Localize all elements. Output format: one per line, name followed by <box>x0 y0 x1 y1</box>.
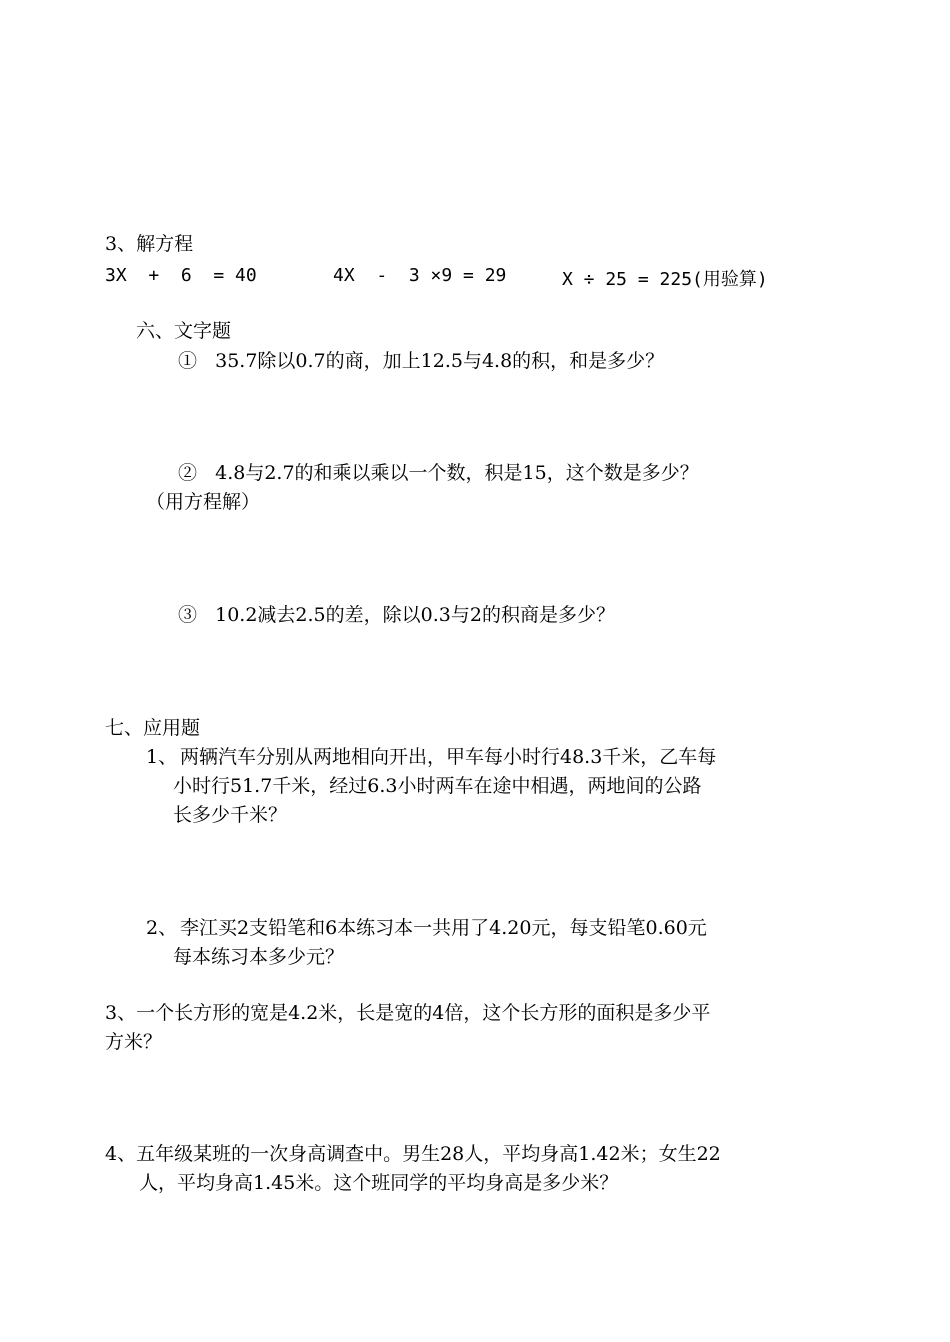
problem-2-line1: 李江买2支铅笔和6本练习本一共用了4.20元，每支铅笔0.60元 <box>180 917 707 939</box>
problem-2-number: 2、 <box>146 917 178 939</box>
equation-1: 3X + 6 = 40 <box>105 265 257 286</box>
problem-4-line1: 4、五年级某班的一次身高调查中。男生28人，平均身高1.42米；女生22 <box>105 1143 721 1165</box>
problem-3-line1: 3、一个长方形的宽是4.2米，长是宽的4倍，这个长方形的面积是多少平 <box>105 1002 711 1024</box>
problem-1-line2: 小时行51.7千米，经过6.3小时两车在途中相遇，两地间的公路 <box>173 775 702 797</box>
equation-3: X ÷ 25 = 225(用验算) <box>562 269 768 290</box>
word-question-2-line1: ② 4.8与2.7的和乘以乘以一个数，积是15，这个数是多少？ <box>178 462 699 484</box>
section3-title: 3、解方程 <box>105 233 194 255</box>
problem-4-line2: 人，平均身高1.45米。这个班同学的平均身高是多少米？ <box>139 1172 619 1194</box>
problem-1-line1: 两辆汽车分别从两地相向开出，甲车每小时行48.3千米，乙车每 <box>180 746 717 768</box>
problem-3-line2: 方米？ <box>105 1031 163 1053</box>
equation-2: 4X - 3 ×9 = 29 <box>333 265 507 286</box>
problem-1-line3: 长多少千米？ <box>173 804 288 826</box>
section7-title: 七、应用题 <box>105 717 201 739</box>
word-question-1: ① 35.7除以0.7的商，加上12.5与4.8的积，和是多少？ <box>178 350 665 372</box>
problem-1-number: 1、 <box>146 746 178 768</box>
section6-title: 六、文字题 <box>136 320 232 342</box>
problem-2-line2: 每本练习本多少元？ <box>173 946 345 968</box>
word-question-2-line2: （用方程解） <box>146 491 261 513</box>
word-question-3: ③ 10.2减去2.5的差，除以0.3与2的积商是多少？ <box>178 604 615 626</box>
